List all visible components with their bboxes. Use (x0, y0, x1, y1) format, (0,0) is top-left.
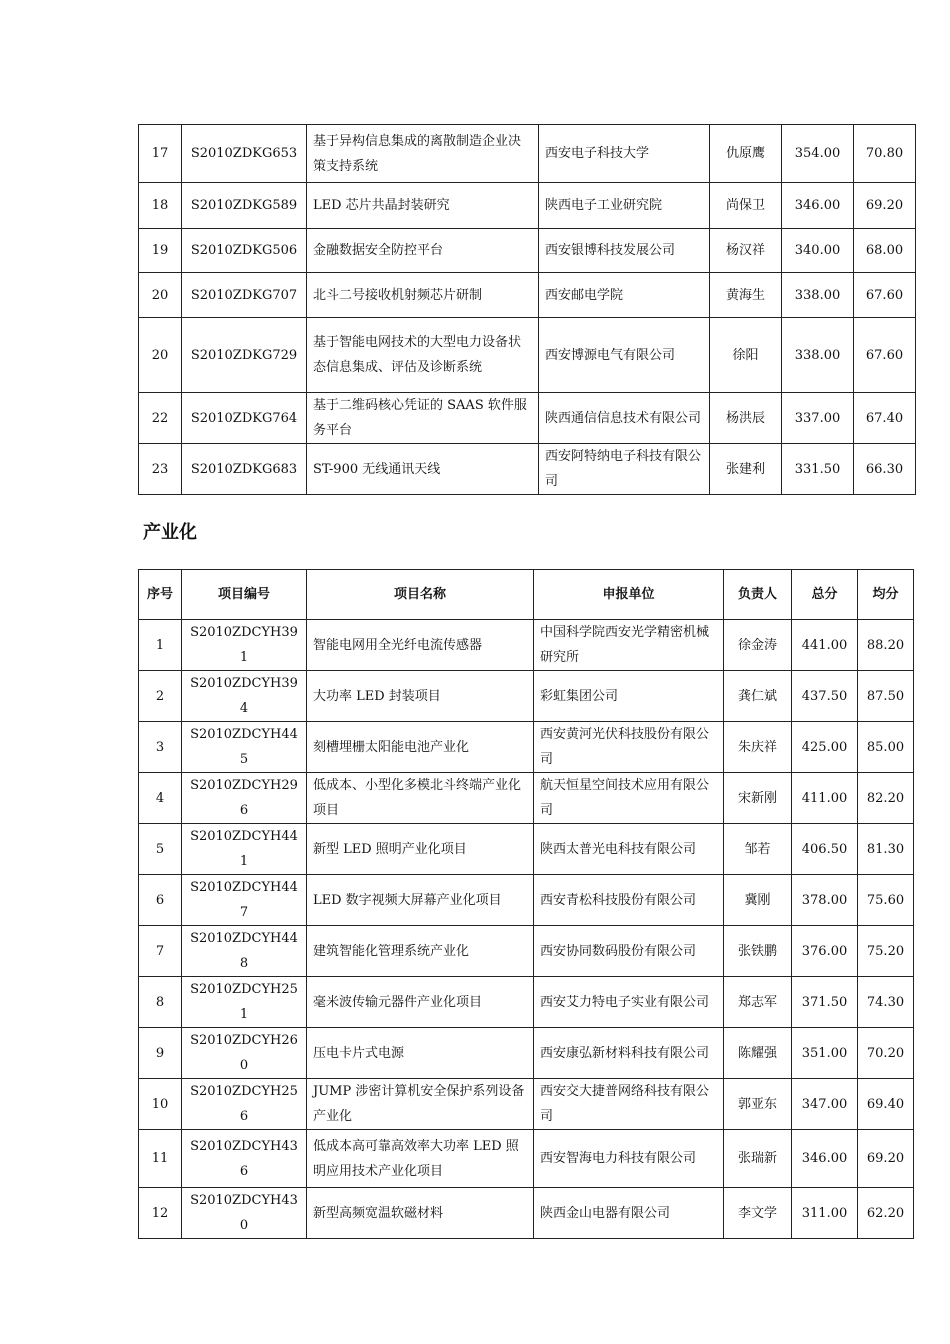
cell-leader: 宋新刚 (724, 773, 792, 824)
cell-total-score: 340.00 (782, 229, 854, 273)
cell-total-score: 376.00 (792, 926, 858, 977)
cell-average-score: 75.60 (858, 875, 914, 926)
table-row (139, 125, 916, 183)
cell-leader: 张铁鹏 (724, 926, 792, 977)
cell-no: 10 (139, 1079, 182, 1130)
cell-total-score: 347.00 (792, 1079, 858, 1130)
cell-average-score: 67.40 (854, 393, 916, 444)
cell-project-code: S2010ZDKG683 (182, 444, 307, 495)
cell-applicant-unit: 西安邮电学院 (539, 273, 710, 318)
cell-total-score: 331.50 (782, 444, 854, 495)
cell-project-code: S2010ZDCYH430 (182, 1188, 307, 1239)
cell-total-score: 437.50 (792, 671, 858, 722)
cell-leader: 朱庆祥 (724, 722, 792, 773)
cell-total-score: 311.00 (792, 1188, 858, 1239)
cell-total-score: 338.00 (782, 318, 854, 393)
table-row (139, 444, 916, 495)
cell-leader: 冀刚 (724, 875, 792, 926)
header-unit: 申报单位 (534, 570, 724, 620)
cell-leader: 郭亚东 (724, 1079, 792, 1130)
cell-no: 8 (139, 977, 182, 1028)
cell-applicant-unit: 西安电子科技大学 (539, 125, 710, 183)
cell-applicant-unit: 西安博源电气有限公司 (539, 318, 710, 393)
cell-average-score: 66.30 (854, 444, 916, 495)
cell-project-code: S2010ZDCYH445 (182, 722, 307, 773)
cell-average-score: 69.40 (858, 1079, 914, 1130)
cell-project-name: 基于异构信息集成的离散制造企业决策支持系统 (307, 125, 539, 183)
cell-average-score: 67.60 (854, 273, 916, 318)
cell-applicant-unit: 西安交大捷普网络科技有限公司 (534, 1079, 724, 1130)
cell-leader: 徐阳 (710, 318, 782, 393)
cell-leader: 龚仁斌 (724, 671, 792, 722)
cell-applicant-unit: 陕西金山电器有限公司 (534, 1188, 724, 1239)
cell-project-code: S2010ZDKG707 (182, 273, 307, 318)
cell-project-code: S2010ZDKG506 (182, 229, 307, 273)
cell-applicant-unit: 陕西通信信息技术有限公司 (539, 393, 710, 444)
cell-applicant-unit: 中国科学院西安光学精密机械研究所 (534, 620, 724, 671)
cell-no: 2 (139, 671, 182, 722)
cell-total-score: 338.00 (782, 273, 854, 318)
cell-no: 17 (139, 125, 182, 183)
cell-average-score: 70.80 (854, 125, 916, 183)
table-row (139, 1028, 914, 1079)
cell-project-code: S2010ZDCYH441 (182, 824, 307, 875)
cell-project-code: S2010ZDKG653 (182, 125, 307, 183)
cell-total-score: 371.50 (792, 977, 858, 1028)
cell-project-code: S2010ZDCYH448 (182, 926, 307, 977)
table-row (139, 773, 914, 824)
cell-project-name: 压电卡片式电源 (307, 1028, 534, 1079)
cell-no: 20 (139, 273, 182, 318)
cell-no: 20 (139, 318, 182, 393)
cell-applicant-unit: 西安青松科技股份有限公司 (534, 875, 724, 926)
cell-average-score: 87.50 (858, 671, 914, 722)
cell-leader: 黄海生 (710, 273, 782, 318)
results-table-body (139, 125, 916, 495)
cell-leader: 张瑞新 (724, 1130, 792, 1188)
cell-project-name: 新型 LED 照明产业化项目 (307, 824, 534, 875)
header-avg: 均分 (858, 570, 914, 620)
cell-applicant-unit: 西安黄河光伏科技股份有限公司 (534, 722, 724, 773)
cell-total-score: 406.50 (792, 824, 858, 875)
industrialization-table (138, 569, 914, 1239)
cell-total-score: 337.00 (782, 393, 854, 444)
cell-no: 4 (139, 773, 182, 824)
cell-applicant-unit: 西安艾力特电子实业有限公司 (534, 977, 724, 1028)
cell-no: 5 (139, 824, 182, 875)
header-code: 项目编号 (182, 570, 307, 620)
cell-leader: 李文学 (724, 1188, 792, 1239)
table-row (139, 671, 914, 722)
cell-applicant-unit: 航天恒星空间技术应用有限公司 (534, 773, 724, 824)
cell-leader: 尚保卫 (710, 183, 782, 229)
cell-leader: 陈耀强 (724, 1028, 792, 1079)
cell-average-score: 88.20 (858, 620, 914, 671)
cell-applicant-unit: 陕西电子工业研究院 (539, 183, 710, 229)
cell-applicant-unit: 彩虹集团公司 (534, 671, 724, 722)
section-title: 产业化 (143, 522, 197, 543)
cell-project-code: S2010ZDCYH296 (182, 773, 307, 824)
cell-applicant-unit: 西安协同数码股份有限公司 (534, 926, 724, 977)
cell-project-code: S2010ZDKG589 (182, 183, 307, 229)
cell-leader: 杨洪辰 (710, 393, 782, 444)
cell-applicant-unit: 西安康弘新材料科技有限公司 (534, 1028, 724, 1079)
cell-project-name: 金融数据安全防控平台 (307, 229, 539, 273)
table-row (139, 318, 916, 393)
cell-applicant-unit: 西安阿特纳电子科技有限公司 (539, 444, 710, 495)
cell-leader: 徐金涛 (724, 620, 792, 671)
cell-project-name: 刻槽埋栅太阳能电池产业化 (307, 722, 534, 773)
cell-project-name: 建筑智能化管理系统产业化 (307, 926, 534, 977)
cell-no: 23 (139, 444, 182, 495)
table-row (139, 1130, 914, 1188)
cell-project-code: S2010ZDCYH251 (182, 977, 307, 1028)
cell-project-code: S2010ZDCYH447 (182, 875, 307, 926)
cell-average-score: 62.20 (858, 1188, 914, 1239)
cell-average-score: 70.20 (858, 1028, 914, 1079)
cell-no: 1 (139, 620, 182, 671)
cell-project-name: 基于智能电网技术的大型电力设备状态信息集成、评估及诊断系统 (307, 318, 539, 393)
cell-project-code: S2010ZDCYH391 (182, 620, 307, 671)
cell-no: 22 (139, 393, 182, 444)
cell-project-name: 大功率 LED 封装项目 (307, 671, 534, 722)
table-row (139, 722, 914, 773)
cell-project-name: 低成本、小型化多模北斗终端产业化项目 (307, 773, 534, 824)
cell-average-score: 74.30 (858, 977, 914, 1028)
table-row (139, 183, 916, 229)
table-header-row (139, 570, 914, 620)
cell-no: 7 (139, 926, 182, 977)
cell-total-score: 411.00 (792, 773, 858, 824)
cell-average-score: 69.20 (858, 1130, 914, 1188)
cell-no: 19 (139, 229, 182, 273)
table-row (139, 273, 916, 318)
cell-applicant-unit: 西安智海电力科技有限公司 (534, 1130, 724, 1188)
cell-project-name: ST-900 无线通讯天线 (307, 444, 539, 495)
cell-average-score: 69.20 (854, 183, 916, 229)
cell-average-score: 68.00 (854, 229, 916, 273)
cell-total-score: 346.00 (782, 183, 854, 229)
cell-project-code: S2010ZDKG764 (182, 393, 307, 444)
cell-average-score: 67.60 (854, 318, 916, 393)
cell-project-code: S2010ZDKG729 (182, 318, 307, 393)
cell-total-score: 351.00 (792, 1028, 858, 1079)
cell-leader: 邹若 (724, 824, 792, 875)
cell-leader: 杨汉祥 (710, 229, 782, 273)
cell-project-name: 北斗二号接收机射频芯片研制 (307, 273, 539, 318)
cell-average-score: 82.20 (858, 773, 914, 824)
cell-leader: 郑志军 (724, 977, 792, 1028)
table-row (139, 1188, 914, 1239)
cell-total-score: 441.00 (792, 620, 858, 671)
table-row (139, 824, 914, 875)
table-row (139, 1079, 914, 1130)
cell-average-score: 75.20 (858, 926, 914, 977)
table-row (139, 393, 916, 444)
cell-project-name: LED 数字视频大屏幕产业化项目 (307, 875, 534, 926)
table-row (139, 926, 914, 977)
cell-no: 6 (139, 875, 182, 926)
table-row (139, 620, 914, 671)
table-row (139, 977, 914, 1028)
cell-project-code: S2010ZDCYH394 (182, 671, 307, 722)
results-table-continued (138, 124, 916, 495)
cell-no: 18 (139, 183, 182, 229)
cell-total-score: 425.00 (792, 722, 858, 773)
cell-project-name: 低成本高可靠高效率大功率 LED 照明应用技术产业化项目 (307, 1130, 534, 1188)
cell-project-name: 基于二维码核心凭证的 SAAS 软件服务平台 (307, 393, 539, 444)
cell-project-code: S2010ZDCYH436 (182, 1130, 307, 1188)
cell-project-code: S2010ZDCYH260 (182, 1028, 307, 1079)
cell-no: 3 (139, 722, 182, 773)
cell-applicant-unit: 陕西太普光电科技有限公司 (534, 824, 724, 875)
cell-average-score: 81.30 (858, 824, 914, 875)
cell-total-score: 354.00 (782, 125, 854, 183)
cell-project-name: LED 芯片共晶封装研究 (307, 183, 539, 229)
table-row (139, 875, 914, 926)
cell-leader: 仇原鹰 (710, 125, 782, 183)
cell-project-name: 新型高频宽温软磁材料 (307, 1188, 534, 1239)
cell-no: 12 (139, 1188, 182, 1239)
cell-leader: 张建利 (710, 444, 782, 495)
cell-applicant-unit: 西安银博科技发展公司 (539, 229, 710, 273)
cell-no: 9 (139, 1028, 182, 1079)
cell-project-name: 毫米波传输元器件产业化项目 (307, 977, 534, 1028)
header-no: 序号 (139, 570, 182, 620)
cell-project-name: 智能电网用全光纤电流传感器 (307, 620, 534, 671)
header-total: 总分 (792, 570, 858, 620)
cell-total-score: 346.00 (792, 1130, 858, 1188)
cell-no: 11 (139, 1130, 182, 1188)
header-leader: 负责人 (724, 570, 792, 620)
industrialization-table-body (139, 620, 914, 1239)
header-name: 项目名称 (307, 570, 534, 620)
cell-total-score: 378.00 (792, 875, 858, 926)
cell-average-score: 85.00 (858, 722, 914, 773)
table-row (139, 229, 916, 273)
cell-project-code: S2010ZDCYH256 (182, 1079, 307, 1130)
cell-project-name: JUMP 涉密计算机安全保护系列设备产业化 (307, 1079, 534, 1130)
